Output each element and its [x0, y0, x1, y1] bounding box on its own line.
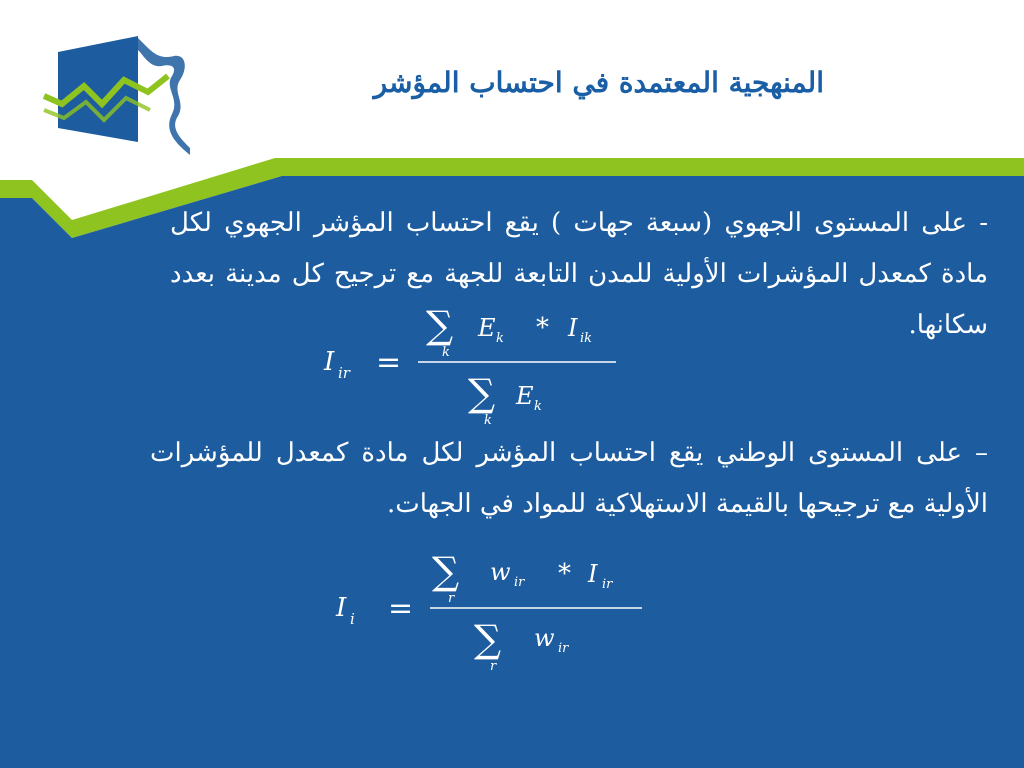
svg-text:*: *	[558, 559, 571, 589]
svg-text:w: w	[490, 558, 511, 586]
svg-text:I: I	[568, 314, 578, 342]
paragraph-national: – على المستوى الوطني يقع احتساب المؤشر لكل مادة كمعدل للمؤشرات الأولية مع ترجيحها بالقيمة الاستهلاكية للمواد في الجهات.	[150, 438, 988, 519]
svg-text:I: I	[336, 593, 347, 623]
svg-text:E: E	[516, 382, 534, 410]
svg-text:=: =	[388, 591, 414, 626]
svg-text:I: I	[324, 347, 335, 377]
formula-national-index	[326, 540, 658, 680]
svg-text:w: w	[534, 624, 555, 652]
svg-text:∑: ∑	[474, 617, 502, 661]
svg-text:ir: ir	[338, 364, 350, 382]
svg-text:∑: ∑	[426, 303, 454, 347]
svg-text:ir: ir	[602, 577, 613, 592]
svg-text:ir: ir	[558, 641, 569, 656]
formula-regional-index	[318, 296, 638, 432]
svg-text:r: r	[448, 591, 455, 606]
svg-text:∑: ∑	[468, 371, 496, 415]
svg-text:k: k	[442, 345, 450, 360]
svg-text:r: r	[490, 659, 497, 674]
svg-text:I: I	[588, 560, 598, 588]
paragraph-regional: - على المستوى الجهوي (سبعة جهات ) يقع احتساب المؤشر الجهوي لكل مادة كمعدل المؤشرات الأولية للمدن التابعة للجهة مع ترجيح كل مدينة بعدد سكانها.	[170, 208, 988, 340]
svg-text:∑: ∑	[432, 549, 460, 593]
svg-text:=: =	[376, 345, 402, 380]
svg-text:ik: ik	[580, 331, 593, 346]
svg-text:*: *	[536, 313, 549, 343]
svg-text:k: k	[496, 331, 504, 346]
logo-icon	[40, 30, 190, 155]
svg-text:i: i	[350, 610, 355, 628]
svg-text:k: k	[484, 413, 492, 428]
slide-title: المنهجية المعتمدة في احتساب المؤشر	[373, 66, 824, 99]
svg-text:E: E	[478, 314, 496, 342]
svg-text:k: k	[534, 399, 542, 414]
svg-text:ir: ir	[514, 575, 525, 590]
